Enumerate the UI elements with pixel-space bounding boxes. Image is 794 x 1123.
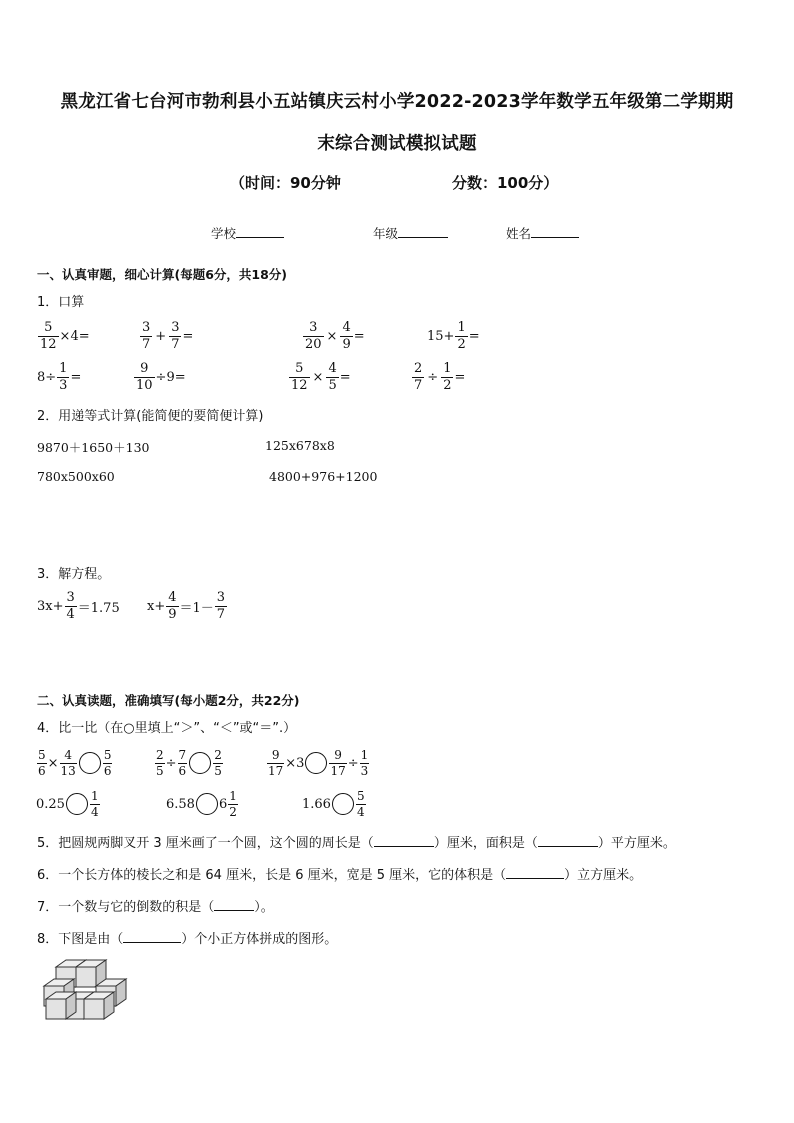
q4-compare-5: 6.58 6 $\frac{1}{2}$	[166, 789, 237, 819]
q2-expr-2: 125x678x8	[265, 438, 335, 453]
q3-equation-1: 3x+ $\frac{3}{4}$ ＝1.75	[37, 589, 120, 622]
compare-circle[interactable]	[189, 752, 211, 774]
q4-label: 4．比一比（在○里填上“＞”、“＜”或“＝”.）	[37, 721, 297, 736]
title-line-2: 末综合测试模拟试题	[317, 134, 477, 154]
q6: 6．一个长方体的棱长之和是 64 厘米，长是 6 厘米，宽是 5 厘米，它的体积是（ ）立方厘米。	[37, 868, 643, 883]
q6-blank[interactable]	[506, 866, 564, 879]
compare-circle[interactable]	[79, 752, 101, 774]
q4-compare-2: $\frac{2}{5}$ ÷ $\frac{7}{6}$ $\frac{2}{5}$	[156, 748, 222, 778]
q8-blank[interactable]	[123, 930, 181, 943]
school-blank[interactable]	[236, 224, 284, 238]
school-field	[211, 224, 284, 242]
compare-circle[interactable]	[66, 793, 88, 815]
q8: 8．下图是由（ ）个小正方体拼成的图形。	[37, 932, 338, 947]
title-line-1: 黑龙江省七台河市勃利县小五站镇庆云村小学2022-2023学年数学五年级第二学期期	[60, 92, 734, 112]
q3-equation-2: x+ $\frac{4}{9}$ ＝1－ $\frac{3}{7}$	[147, 589, 226, 622]
compare-circle[interactable]	[196, 793, 218, 815]
q1-item-4: 15+ $\frac{1}{2}$ =	[427, 319, 480, 352]
q2-expr-1: 9870＋1650＋130	[37, 440, 150, 455]
q3-label: 3．解方程。	[37, 567, 111, 582]
grade-blank[interactable]	[398, 224, 448, 238]
q4-compare-1: $\frac{5}{6}$ × $\frac{4}{13}$ $\frac{5}{6}$	[38, 748, 112, 778]
q1-item-5: 8÷ $\frac{1}{3}$ =	[37, 360, 82, 393]
q1-item-1: $\frac{5}{12}$ ×4=	[40, 319, 90, 352]
cube	[84, 992, 114, 1019]
q1-item-3: $\frac{3}{20}$ × $\frac{4}{9}$ =	[305, 319, 365, 352]
cube	[46, 992, 76, 1019]
q1-item-6: $\frac{9}{10}$ ÷9=	[136, 360, 186, 393]
cube-stack-figure	[40, 955, 136, 1025]
school-label: 学校	[211, 226, 237, 241]
grade-label: 年级	[373, 226, 399, 241]
q1-label: 1．口算	[37, 295, 85, 310]
name-label: 姓名	[506, 226, 532, 241]
q4-compare-6: 1.66 $\frac{5}{4}$	[302, 789, 365, 819]
q4-compare-3: $\frac{9}{17}$ ×3 $\frac{9}{17}$ ÷ $\frac{1}{3}$	[268, 748, 369, 778]
compare-circle[interactable]	[305, 752, 327, 774]
q1-item-2: $\frac{3}{7}$ + $\frac{3}{7}$ =	[142, 319, 194, 352]
section-2-heading: 二、认真读题，准确填写(每小题2分，共22分)	[37, 693, 300, 708]
q1-item-8: $\frac{2}{7}$ ÷ $\frac{1}{2}$ =	[414, 360, 466, 393]
score-label: 分数：100分）	[452, 174, 559, 192]
grade-field	[373, 224, 448, 242]
q2-expr-4: 4800+976+1200	[269, 469, 378, 484]
q1-item-7: $\frac{5}{12}$ × $\frac{4}{5}$ =	[291, 360, 351, 393]
q2-label: 2．用递等式计算(能简便的要简便计算)	[37, 409, 264, 424]
q5-blank-2[interactable]	[538, 834, 598, 847]
q4-compare-4: 0.25 $\frac{1}{4}$	[36, 789, 99, 819]
q2-expr-3: 780x500x60	[37, 469, 115, 484]
name-field	[506, 224, 579, 242]
q7: 7．一个数与它的倒数的积是（ ）。	[37, 900, 274, 915]
q7-blank[interactable]	[214, 898, 254, 911]
cube-group	[44, 960, 126, 1019]
name-blank[interactable]	[531, 224, 579, 238]
time-label: （时间：90分钟	[230, 174, 341, 192]
q5: 5．把圆规两脚叉开 3 厘米画了一个圆，这个圆的周长是（ ）厘米，面积是（ ）平方厘米。	[37, 836, 676, 851]
q5-blank-1[interactable]	[374, 834, 434, 847]
compare-circle[interactable]	[332, 793, 354, 815]
section-1-heading: 一、认真审题，细心计算(每题6分，共18分)	[37, 267, 288, 282]
